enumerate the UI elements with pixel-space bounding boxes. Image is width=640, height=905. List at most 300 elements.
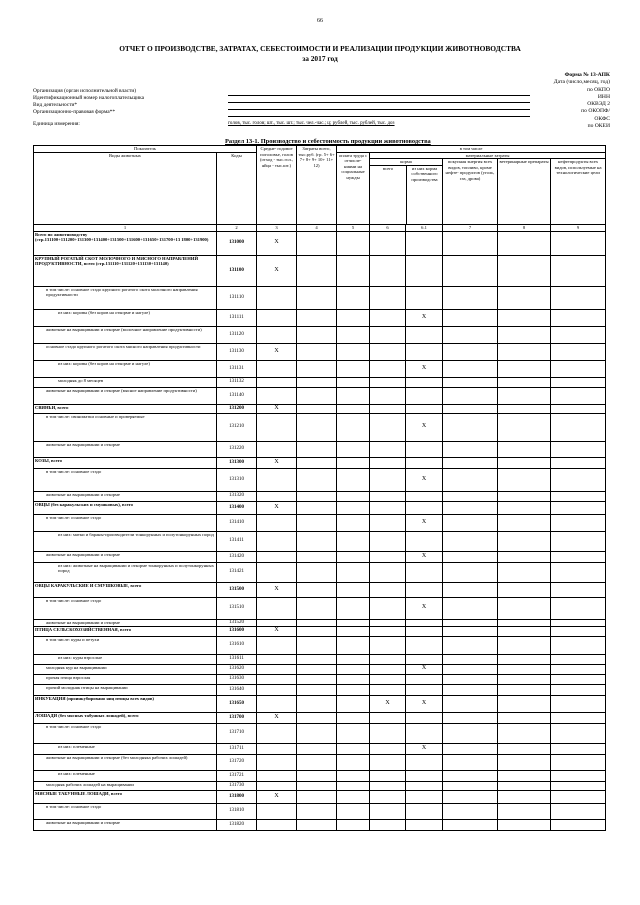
table-row (34, 626, 606, 636)
data-cell[interactable] (498, 743, 551, 754)
report-title-year: за 2017 год (302, 54, 338, 63)
data-cell[interactable] (498, 255, 551, 286)
data-cell[interactable] (406, 684, 443, 695)
data-cell[interactable] (297, 286, 337, 309)
data-cell[interactable] (297, 790, 337, 803)
data-cell[interactable] (297, 468, 337, 491)
data-cell[interactable] (443, 754, 498, 770)
data-cell[interactable] (337, 387, 370, 404)
data-cell[interactable] (406, 597, 443, 619)
data-cell[interactable] (443, 501, 498, 514)
data-cell[interactable] (370, 514, 406, 531)
table-row (34, 343, 606, 360)
data-cell[interactable] (297, 781, 337, 790)
data-cell[interactable] (370, 803, 406, 819)
data-cell[interactable] (370, 551, 406, 562)
row-avg-x-mark (257, 723, 297, 743)
data-cell[interactable] (297, 582, 337, 597)
data-cell[interactable] (443, 255, 498, 286)
data-cell[interactable] (406, 803, 443, 819)
data-cell[interactable] (297, 562, 337, 582)
form-ref-line: ИНН (597, 93, 610, 100)
data-cell[interactable] (370, 597, 406, 619)
data-cell[interactable] (337, 441, 370, 457)
data-cell[interactable] (370, 743, 406, 754)
row-label: ПТИЦА СЕЛЬСКОХОЗЯЙСТВЕННАЯ, всего (34, 626, 217, 636)
data-cell[interactable] (443, 326, 498, 343)
row-label: КРУПНЫЙ РОГАТЫЙ СКОТ МОЛОЧНОГО И МЯСНОГО НАПРАВЛЕНИЙ ПРОДУКТИВНОСТИ, всего (стр.131110+131120+131130+131140) (34, 255, 217, 286)
data-cell[interactable] (370, 636, 406, 654)
data-cell[interactable] (551, 441, 606, 457)
data-cell[interactable] (551, 582, 606, 597)
data-cell[interactable] (337, 619, 370, 626)
data-cell[interactable] (551, 326, 606, 343)
data-cell[interactable] (370, 309, 406, 326)
data-cell[interactable] (443, 819, 498, 830)
data-cell[interactable] (498, 286, 551, 309)
data-cell[interactable] (337, 457, 370, 468)
data-cell[interactable] (443, 551, 498, 562)
data-cell[interactable] (370, 457, 406, 468)
data-cell[interactable] (370, 377, 406, 387)
data-cell[interactable] (337, 562, 370, 582)
data-cell[interactable] (406, 626, 443, 636)
data-cell[interactable] (297, 501, 337, 514)
data-cell[interactable] (443, 360, 498, 377)
data-cell[interactable] (370, 770, 406, 781)
data-cell[interactable] (297, 360, 337, 377)
data-cell[interactable] (551, 684, 606, 695)
data-cell[interactable] (551, 343, 606, 360)
data-cell[interactable] (370, 674, 406, 684)
table-row (34, 457, 606, 468)
activity-field[interactable] (228, 109, 530, 110)
legal-form-field[interactable] (228, 116, 530, 117)
data-cell[interactable] (551, 819, 606, 830)
data-cell[interactable] (337, 360, 370, 377)
data-cell[interactable] (337, 654, 370, 664)
data-cell[interactable] (406, 457, 443, 468)
data-cell[interactable] (406, 712, 443, 723)
row-avg-x-mark: X (257, 404, 297, 413)
data-cell[interactable] (370, 404, 406, 413)
data-cell[interactable] (551, 619, 606, 626)
data-cell[interactable] (498, 377, 551, 387)
data-cell[interactable] (498, 712, 551, 723)
data-cell[interactable] (297, 387, 337, 404)
data-cell[interactable] (370, 781, 406, 790)
data-cell[interactable] (370, 501, 406, 514)
data-cell[interactable] (498, 441, 551, 457)
data-cell[interactable] (443, 343, 498, 360)
row-label: животные на выращивании и откорме (мясное направление продуктивности) (34, 387, 217, 404)
row-code: 131730 (217, 781, 257, 790)
data-cell[interactable] (370, 819, 406, 830)
data-cell[interactable] (337, 231, 370, 255)
data-cell[interactable] (297, 309, 337, 326)
data-cell[interactable] (297, 695, 337, 712)
data-cell[interactable] (337, 404, 370, 413)
row-avg-x-mark (257, 562, 297, 582)
data-cell[interactable] (498, 309, 551, 326)
data-cell[interactable] (498, 619, 551, 626)
data-cell[interactable] (551, 231, 606, 255)
data-cell[interactable] (406, 770, 443, 781)
data-cell[interactable] (297, 551, 337, 562)
data-cell[interactable] (406, 781, 443, 790)
data-cell[interactable] (443, 562, 498, 582)
data-cell[interactable] (337, 819, 370, 830)
data-cell[interactable] (337, 514, 370, 531)
data-cell[interactable] (498, 819, 551, 830)
data-cell[interactable] (337, 597, 370, 619)
data-cell[interactable] (406, 743, 443, 754)
data-cell[interactable] (551, 790, 606, 803)
data-cell[interactable] (498, 413, 551, 441)
data-cell[interactable] (498, 514, 551, 531)
data-cell[interactable] (551, 531, 606, 551)
data-cell[interactable] (406, 819, 443, 830)
data-cell[interactable] (370, 695, 406, 712)
data-cell[interactable] (406, 387, 443, 404)
data-cell[interactable] (443, 231, 498, 255)
row-code: 131131 (217, 360, 257, 377)
data-cell[interactable] (337, 413, 370, 441)
data-cell[interactable] (297, 413, 337, 441)
data-cell[interactable] (297, 404, 337, 413)
data-cell[interactable] (370, 441, 406, 457)
data-cell[interactable] (337, 255, 370, 286)
data-cell[interactable] (551, 457, 606, 468)
data-cell[interactable] (337, 309, 370, 326)
data-cell[interactable] (498, 754, 551, 770)
data-cell[interactable] (551, 413, 606, 441)
data-cell[interactable] (551, 514, 606, 531)
data-cell[interactable] (443, 712, 498, 723)
data-cell[interactable] (337, 491, 370, 501)
data-cell[interactable] (370, 413, 406, 441)
data-cell[interactable] (337, 501, 370, 514)
data-cell[interactable] (498, 582, 551, 597)
data-cell[interactable] (498, 674, 551, 684)
data-cell[interactable] (406, 309, 443, 326)
data-cell[interactable] (443, 743, 498, 754)
data-cell[interactable] (337, 723, 370, 743)
data-cell[interactable] (551, 712, 606, 723)
data-cell[interactable] (370, 582, 406, 597)
data-cell[interactable] (443, 468, 498, 491)
data-cell[interactable] (297, 619, 337, 626)
data-cell[interactable] (337, 674, 370, 684)
data-cell[interactable] (337, 531, 370, 551)
data-cell[interactable] (406, 582, 443, 597)
data-cell[interactable] (498, 491, 551, 501)
data-cell[interactable] (551, 636, 606, 654)
data-cell[interactable] (443, 377, 498, 387)
data-cell[interactable] (551, 309, 606, 326)
data-cell[interactable] (443, 781, 498, 790)
row-label: молодняк до 8 месяцев (34, 377, 217, 387)
data-cell[interactable] (406, 326, 443, 343)
data-cell[interactable] (297, 491, 337, 501)
data-cell[interactable] (443, 770, 498, 781)
data-cell[interactable] (406, 562, 443, 582)
inn-field[interactable] (228, 102, 530, 103)
data-cell[interactable] (370, 491, 406, 501)
data-cell[interactable] (406, 255, 443, 286)
data-cell[interactable] (443, 695, 498, 712)
data-cell[interactable] (443, 582, 498, 597)
data-cell[interactable] (551, 360, 606, 377)
data-cell[interactable] (406, 754, 443, 770)
data-cell[interactable] (498, 684, 551, 695)
data-cell[interactable] (551, 781, 606, 790)
data-cell[interactable] (443, 723, 498, 743)
data-cell[interactable] (406, 514, 443, 531)
data-cell[interactable] (370, 326, 406, 343)
data-cell[interactable] (406, 695, 443, 712)
data-cell[interactable] (370, 619, 406, 626)
data-cell[interactable] (297, 754, 337, 770)
data-cell[interactable] (498, 636, 551, 654)
data-cell[interactable] (551, 664, 606, 674)
data-cell[interactable] (406, 231, 443, 255)
data-cell[interactable] (297, 231, 337, 255)
data-cell[interactable] (443, 803, 498, 819)
data-cell[interactable] (551, 387, 606, 404)
data-cell[interactable] (370, 754, 406, 770)
data-cell[interactable] (370, 790, 406, 803)
data-cell[interactable] (370, 664, 406, 674)
data-cell[interactable] (443, 491, 498, 501)
data-cell[interactable] (337, 770, 370, 781)
data-cell[interactable] (406, 619, 443, 626)
data-cell[interactable] (297, 377, 337, 387)
data-cell[interactable] (406, 531, 443, 551)
organization-field[interactable] (228, 95, 530, 96)
data-cell[interactable] (498, 531, 551, 551)
data-cell[interactable] (337, 684, 370, 695)
data-cell[interactable] (443, 514, 498, 531)
data-cell[interactable] (370, 562, 406, 582)
data-cell[interactable] (337, 468, 370, 491)
data-cell[interactable] (498, 781, 551, 790)
data-cell[interactable] (498, 387, 551, 404)
data-cell[interactable] (498, 723, 551, 743)
data-cell[interactable] (406, 674, 443, 684)
data-cell[interactable] (498, 551, 551, 562)
data-cell[interactable] (551, 501, 606, 514)
data-cell[interactable] (498, 626, 551, 636)
data-cell[interactable] (297, 255, 337, 286)
row-code: 131820 (217, 819, 257, 830)
data-cell[interactable] (443, 790, 498, 803)
data-cell[interactable] (297, 326, 337, 343)
data-cell[interactable] (370, 231, 406, 255)
data-cell[interactable] (370, 684, 406, 695)
data-cell[interactable] (370, 387, 406, 404)
data-cell[interactable] (337, 626, 370, 636)
data-cell[interactable] (498, 326, 551, 343)
data-cell[interactable] (443, 387, 498, 404)
data-cell[interactable] (551, 562, 606, 582)
data-cell[interactable] (297, 457, 337, 468)
data-cell[interactable] (498, 664, 551, 674)
data-cell[interactable] (498, 231, 551, 255)
data-cell[interactable] (551, 551, 606, 562)
data-cell[interactable] (551, 743, 606, 754)
data-cell[interactable] (551, 770, 606, 781)
data-cell[interactable] (406, 636, 443, 654)
data-cell[interactable] (337, 582, 370, 597)
data-cell[interactable] (370, 531, 406, 551)
data-cell[interactable] (443, 619, 498, 626)
data-cell[interactable] (551, 286, 606, 309)
data-cell[interactable] (443, 684, 498, 695)
data-cell[interactable] (498, 343, 551, 360)
row-label: в том числе: основное стадо (34, 514, 217, 531)
data-cell[interactable] (443, 441, 498, 457)
data-cell[interactable] (406, 723, 443, 743)
data-cell[interactable] (297, 664, 337, 674)
data-cell[interactable] (443, 597, 498, 619)
data-cell[interactable] (551, 754, 606, 770)
data-cell[interactable] (406, 404, 443, 413)
data-cell[interactable] (443, 404, 498, 413)
data-cell[interactable] (337, 286, 370, 309)
data-cell[interactable] (370, 654, 406, 664)
data-cell[interactable] (337, 636, 370, 654)
data-cell[interactable] (297, 819, 337, 830)
data-cell[interactable] (297, 597, 337, 619)
data-cell[interactable] (297, 441, 337, 457)
data-cell[interactable] (370, 286, 406, 309)
data-cell[interactable] (498, 501, 551, 514)
data-cell[interactable] (297, 743, 337, 754)
data-cell[interactable] (498, 468, 551, 491)
data-cell[interactable] (337, 326, 370, 343)
data-cell[interactable] (337, 695, 370, 712)
data-cell[interactable] (370, 343, 406, 360)
data-cell[interactable] (297, 626, 337, 636)
table-row (34, 781, 606, 790)
data-cell[interactable] (406, 664, 443, 674)
data-cell[interactable] (443, 654, 498, 664)
data-cell[interactable] (337, 377, 370, 387)
data-cell[interactable] (406, 468, 443, 491)
row-label: в том числе: основное стадо (34, 597, 217, 619)
data-cell[interactable] (337, 712, 370, 723)
data-cell[interactable] (370, 626, 406, 636)
data-cell[interactable] (551, 491, 606, 501)
data-cell[interactable] (551, 468, 606, 491)
data-cell[interactable] (297, 803, 337, 819)
data-cell[interactable] (297, 770, 337, 781)
data-cell[interactable] (443, 309, 498, 326)
data-cell[interactable] (498, 695, 551, 712)
data-cell[interactable] (337, 781, 370, 790)
data-cell[interactable] (370, 723, 406, 743)
data-cell[interactable] (337, 790, 370, 803)
data-cell[interactable] (498, 770, 551, 781)
data-cell[interactable] (551, 597, 606, 619)
data-cell[interactable] (406, 501, 443, 514)
data-cell[interactable] (297, 636, 337, 654)
data-cell[interactable] (337, 754, 370, 770)
data-cell[interactable] (443, 413, 498, 441)
data-cell[interactable] (443, 664, 498, 674)
meta-label-activity: Вид деятельности* (33, 102, 78, 108)
data-cell[interactable] (406, 286, 443, 309)
data-cell[interactable] (443, 531, 498, 551)
data-cell[interactable] (406, 551, 443, 562)
row-avg-x-mark (257, 468, 297, 491)
data-cell[interactable] (337, 343, 370, 360)
data-cell[interactable] (551, 723, 606, 743)
data-cell[interactable] (498, 457, 551, 468)
data-cell[interactable] (370, 468, 406, 491)
data-cell[interactable] (297, 654, 337, 664)
data-cell[interactable] (406, 654, 443, 664)
data-cell[interactable] (370, 360, 406, 377)
data-cell[interactable] (551, 803, 606, 819)
data-cell[interactable] (498, 360, 551, 377)
table-row (34, 743, 606, 754)
data-cell[interactable] (297, 684, 337, 695)
data-cell[interactable] (443, 636, 498, 654)
data-cell[interactable] (443, 674, 498, 684)
data-cell[interactable] (406, 413, 443, 441)
data-cell[interactable] (297, 531, 337, 551)
table-row (34, 674, 606, 684)
data-cell[interactable] (551, 695, 606, 712)
data-cell[interactable] (551, 654, 606, 664)
data-cell[interactable] (370, 712, 406, 723)
data-cell[interactable] (297, 343, 337, 360)
data-cell[interactable] (498, 654, 551, 664)
data-cell[interactable] (337, 551, 370, 562)
data-cell[interactable] (498, 597, 551, 619)
data-cell[interactable] (551, 404, 606, 413)
data-cell[interactable] (498, 562, 551, 582)
data-cell[interactable] (551, 626, 606, 636)
data-cell[interactable] (297, 514, 337, 531)
data-cell[interactable] (370, 255, 406, 286)
form-ref-line: по ОКЕИ (587, 123, 610, 130)
data-cell[interactable] (297, 723, 337, 743)
data-cell[interactable] (498, 790, 551, 803)
data-cell[interactable] (498, 803, 551, 819)
data-cell[interactable] (297, 674, 337, 684)
data-cell[interactable] (443, 286, 498, 309)
data-cell[interactable] (443, 457, 498, 468)
data-cell[interactable] (406, 360, 443, 377)
data-cell[interactable] (406, 441, 443, 457)
data-cell[interactable] (551, 255, 606, 286)
data-cell[interactable] (337, 664, 370, 674)
data-cell[interactable] (406, 343, 443, 360)
data-cell[interactable] (337, 743, 370, 754)
data-cell[interactable] (406, 491, 443, 501)
data-cell[interactable] (406, 790, 443, 803)
data-cell[interactable] (337, 803, 370, 819)
data-cell[interactable] (297, 712, 337, 723)
data-cell[interactable] (551, 377, 606, 387)
data-cell[interactable] (498, 404, 551, 413)
data-cell[interactable] (551, 674, 606, 684)
data-cell[interactable] (406, 377, 443, 387)
data-cell[interactable] (443, 626, 498, 636)
